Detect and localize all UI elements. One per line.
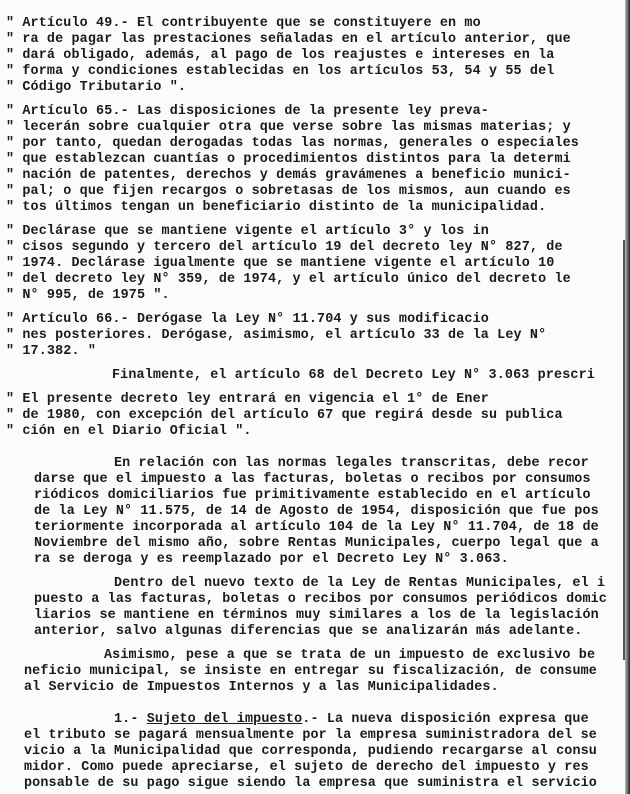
text-line: Dentro del nuevo texto de la Ley de Rentas Municipales, el i [114, 576, 606, 591]
text-line: " tos últimos tengan un beneficiario distinto de la municipalidad. [6, 200, 547, 215]
section-lead-text: .- La nueva disposición expresa que [302, 712, 589, 727]
text-line: " 17.382. " [6, 344, 97, 359]
text-line: darse que el impuesto a las facturas, boletas o recibos por consumos [34, 472, 591, 487]
text-line: " lecerán sobre cualquier otra que verse sobre las mismas materias; y [6, 120, 571, 135]
text-line: " Declárase que se mantiene vigente el artículo 3° y los in [6, 224, 489, 239]
text-line: vicio a la Municipalidad que corresponda, pudiendo recargarse al consu [24, 744, 597, 759]
text-line: ponsable de su pago sigue siendo la empresa que suministra el servicio [24, 776, 597, 791]
text-line: " nación de patentes, derechos y demás gravámenes a beneficio munici- [6, 168, 571, 183]
text-line: el tributo se pagará mensualmente por la empresa suministradora del se [24, 728, 597, 743]
text-line: liarios se mantiene en términos muy similares a los de la legislación [34, 608, 599, 623]
text-line: " que establezcan cuantías o procedimientos distintos para la determi [6, 152, 571, 167]
text-line: " N° 995, de 1975 ". [6, 288, 170, 303]
text-line: " Artículo 66.- Derógase la Ley N° 11.704 y sus modificacio [6, 312, 489, 327]
text-line: Asimismo, pese a que se trata de un impuesto de exclusivo be [104, 648, 596, 663]
text-line: de la Ley N° 11.575, de 14 de Agosto de 1954, disposición que fue pos [34, 504, 599, 519]
text-line: " Artículo 49.- El contribuyente que se constituyere en mo [6, 16, 481, 31]
text-line: al Servicio de Impuestos Internos y a las Municipalidades. [24, 680, 499, 695]
page-edge-shadow [625, 0, 630, 794]
text-line: " forma y condiciones establecidas en los artículos 53, 54 y 55 del [6, 64, 555, 79]
text-line: " Código Tributario ". [6, 80, 187, 95]
text-line: " del decreto ley N° 359, de 1974, y el artículo único del decreto le [6, 272, 571, 287]
text-line: " dará obligado, además, al pago de los reajustes e intereses en la [6, 48, 555, 63]
text-line: Finalmente, el artículo 68 del Decreto Ley N° 3.063 prescri [112, 368, 595, 383]
text-line: ra se deroga y es reemplazado por el Decreto Ley N° 3.063. [34, 552, 509, 567]
text-line: anterior, salvo algunas diferencias que se analizarán más adelante. [34, 624, 583, 639]
text-line: " de 1980, con excepción del artículo 67 que regirá desde su publica [6, 408, 563, 423]
text-line: teriormente incorporada al artículo 104 de la Ley N° 11.704, de 18 de [34, 520, 599, 535]
text-line: neficio municipal, se insiste en entregar su fiscalización, de consume [24, 664, 597, 679]
text-line: " ra de pagar las prestaciones señaladas en el artículo anterior, que [6, 32, 571, 47]
text-line: Noviembre del mismo año, sobre Rentas Municipales, cuerpo legal que a [34, 536, 599, 551]
text-line: " pal; o que fijen recargos o sobretasas de los mismos, aun cuando es [6, 184, 571, 199]
text-line: " 1974. Declárase igualmente que se mantiene vigente el artículo 10 [6, 256, 555, 271]
text-line: " El presente decreto ley entrará en vigencia el 1° de Ener [6, 392, 489, 407]
text-line: " ción en el Diario Oficial ". [6, 424, 252, 439]
text-line: " cisos segundo y tercero del artículo 19 del decreto ley N° 827, de [6, 240, 563, 255]
section-title: Sujeto del impuesto [146, 712, 303, 727]
text-line: riódicos domiciliarios fue primitivamente establecido en el artículo [34, 488, 591, 503]
text-line: " Artículo 65.- Las disposiciones de la presente ley preva- [6, 104, 489, 119]
text-line: En relación con las normas legales transcritas, debe recor [114, 456, 589, 471]
text-line: midor. Como puede apreciarse, el sujeto de derecho del impuesto y res [24, 760, 589, 775]
text-line: puesto a las facturas, boletas o recibos por consumos periódicos domic [34, 592, 607, 607]
section-heading-line [114, 712, 589, 728]
section-number: 1.- [114, 712, 147, 727]
text-line: " por tanto, quedan derogadas todas las normas, generales o especiales [6, 136, 579, 151]
text-line: " nes posteriores. Derógase, asimismo, el artículo 33 de la Ley N° [6, 328, 547, 343]
